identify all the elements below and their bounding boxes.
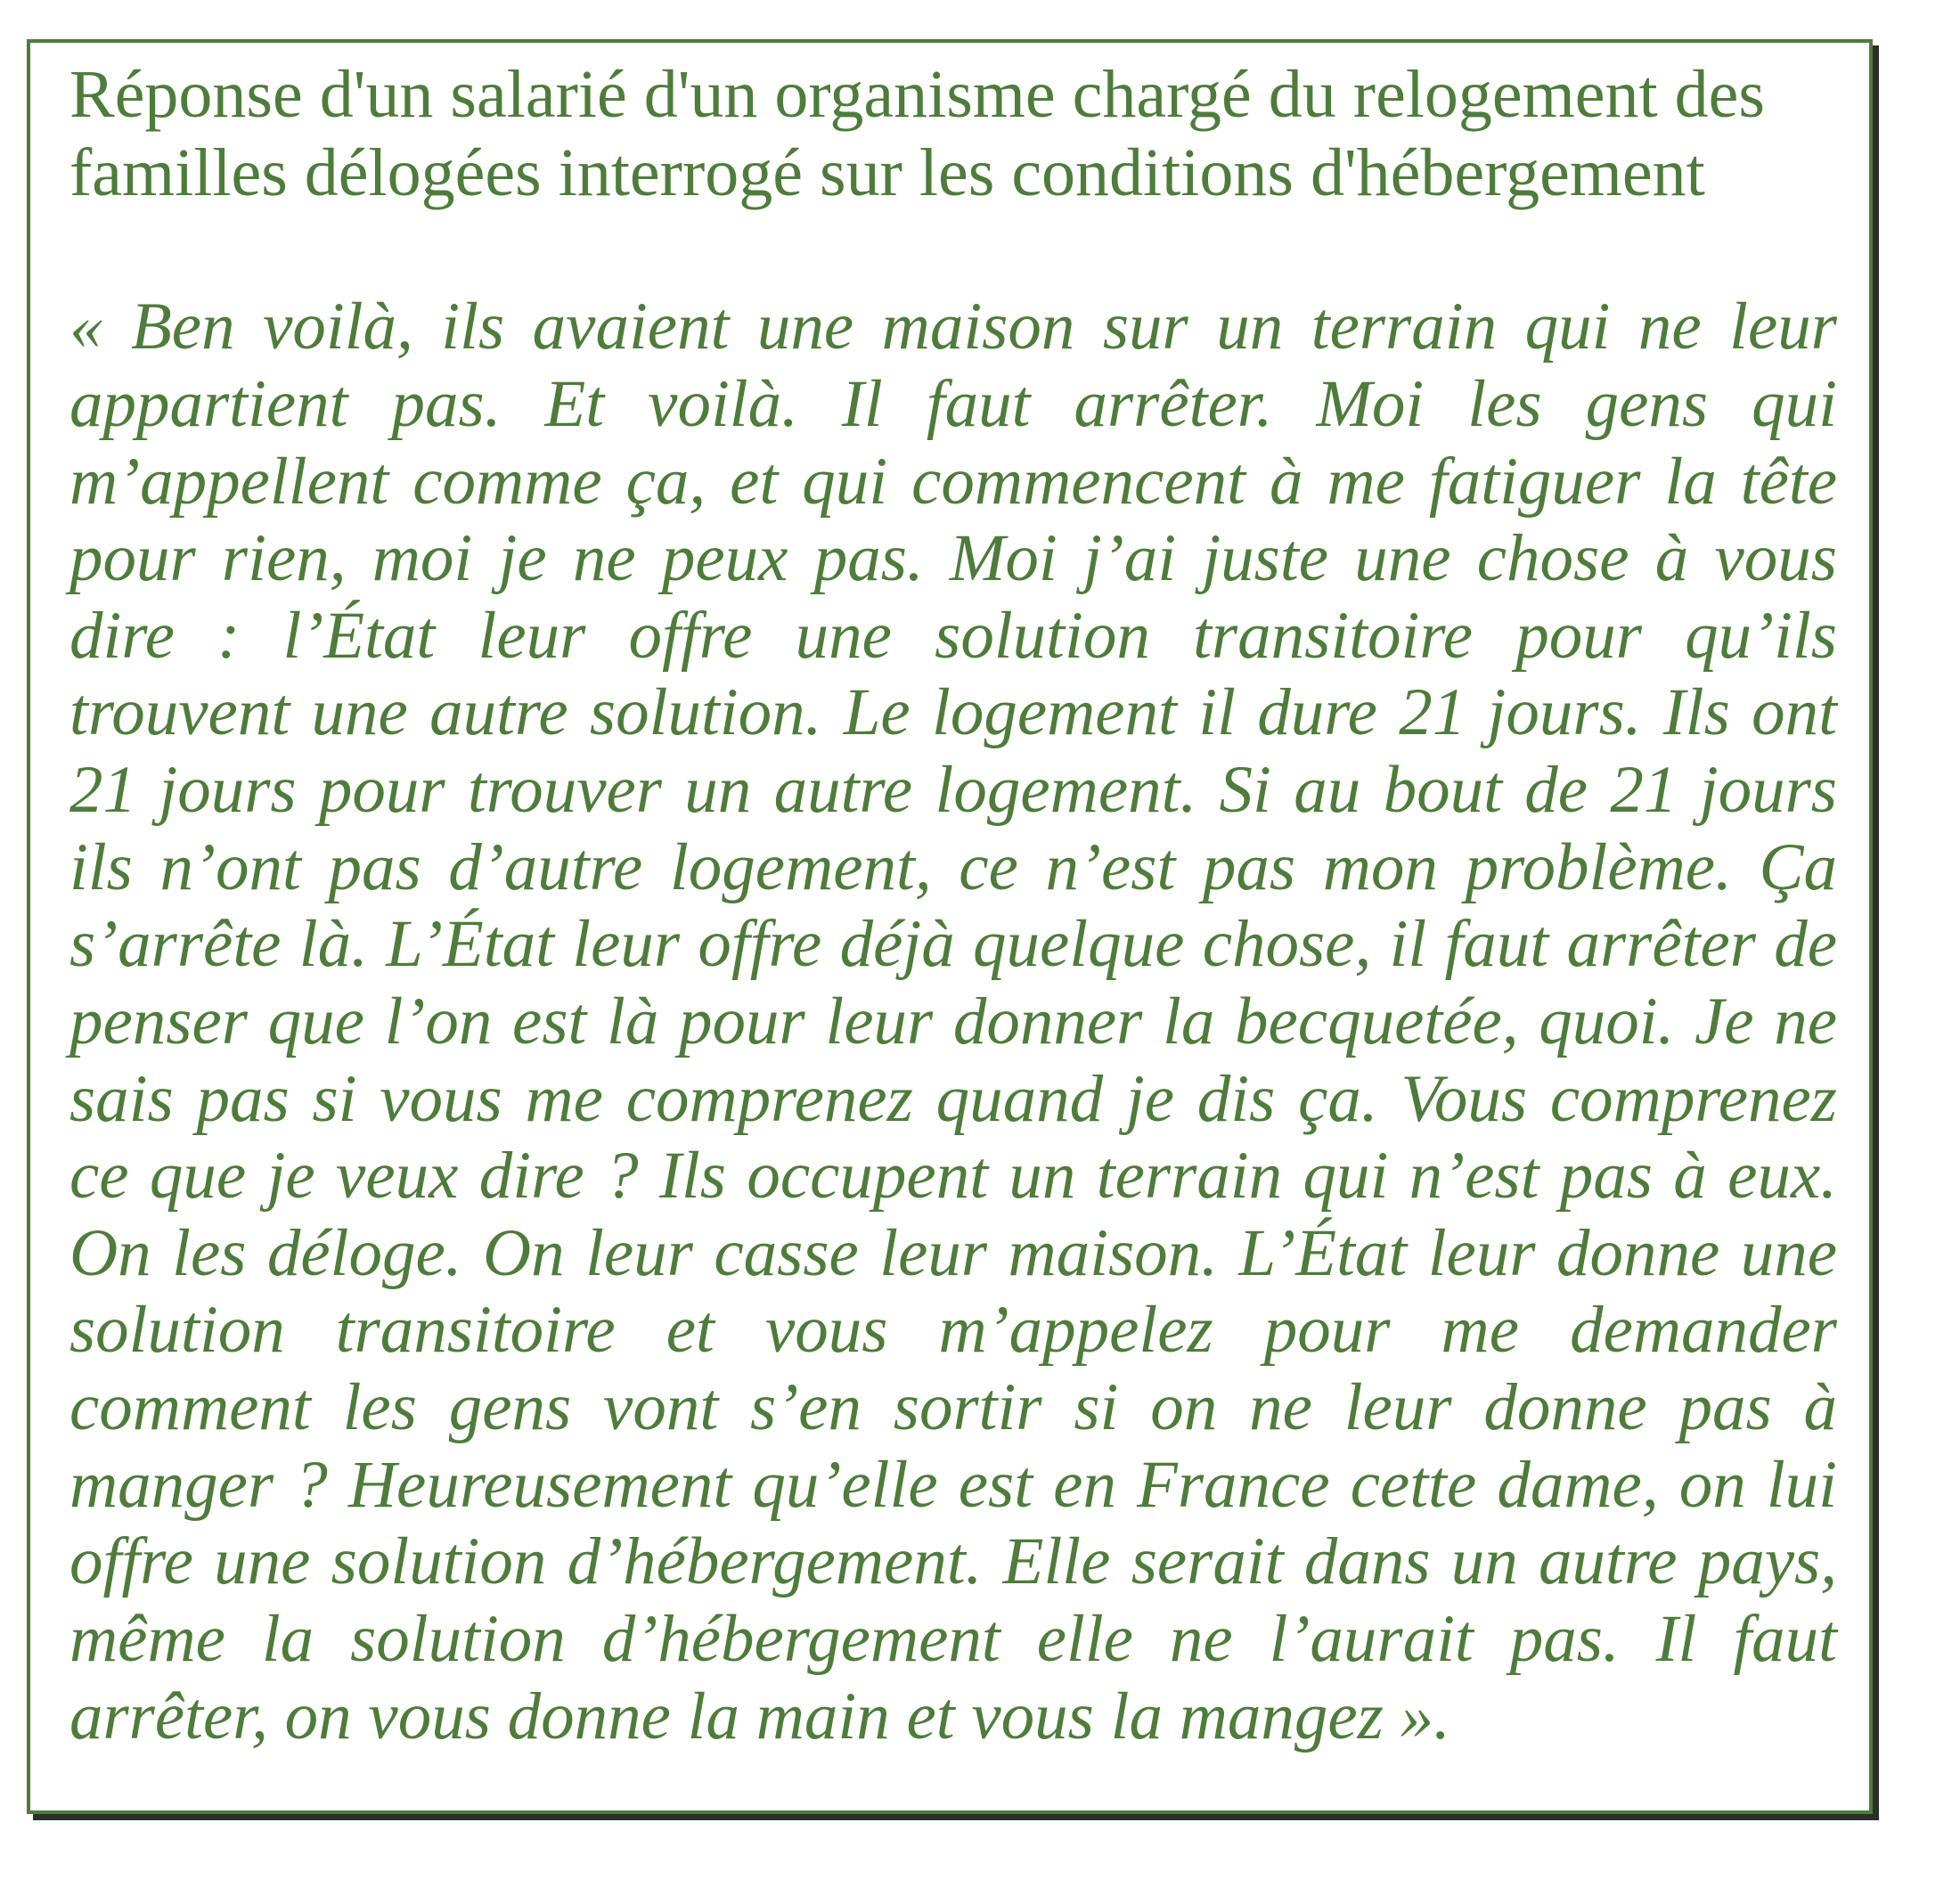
quote-text: « Ben voilà, ils avaient une maison sur un terrain qui ne leur appartient pas. Et voilà. Il faut arrêter. Moi les gens qui m’appellent comme ça, et qui commencent à me fatiguer la tête pour rien, moi je ne peux pas. Moi j’ai juste une chose à vous dire : l’État leur offre une solution transitoire pour qu’ils trouvent une autre solution. Le logement il dure 21 jours. Ils ont 21 jours pour trouver un autre logement. Si au bout de 21 jours ils n’ont pas d’autre logement, ce n’est pas mon problème. Ça s’arrête là. L’État leur offre déjà quelque chose, il faut arrêter de penser que l’on est là pour leur donner la becquetée, quoi. Je ne sais pas si vous me comprenez quand je dis ça. Vous comprenez ce que je veux dire ? Ils occupent un terrain qui n’est pas à eux. On les déloge. On leur casse leur maison. L’État leur donne une solution transitoire et vous m’appelez pour me demander comment les gens vont s’en sortir si on ne leur donne pas à manger ? Heureusement qu’elle est en France cette dame, on lui offre une solution d’hébergement. Elle serait dans un autre pays, même la solution d’hébergement elle ne l’aurait pas. Il faut arrêter, on vous donne la main et vous la mangez ».: [69, 290, 1837, 1753]
quote-box: [27, 39, 1873, 1814]
quote-box-heading: Réponse d'un salarié d'un organisme chargé du relogement des familles délogées interrogé sur les conditions d'hébergement: [69, 57, 1765, 211]
